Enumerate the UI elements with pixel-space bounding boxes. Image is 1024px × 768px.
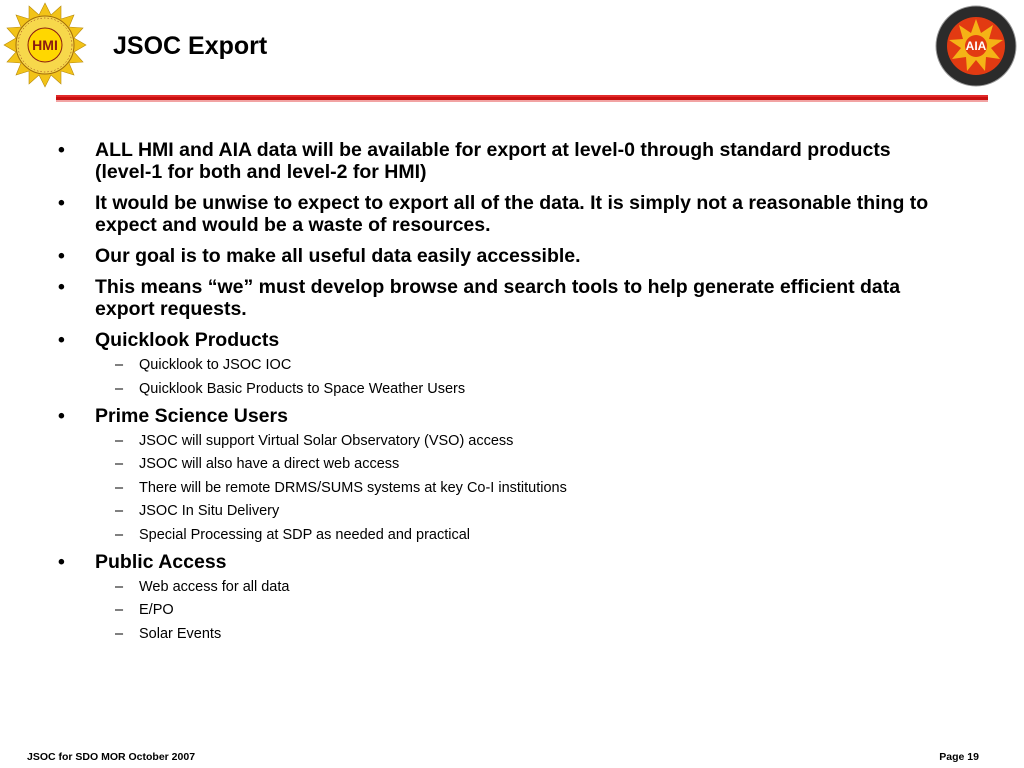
title-divider	[56, 95, 988, 103]
bullet-marker: •	[58, 245, 65, 267]
bullet-item	[58, 551, 938, 573]
bullet-item	[58, 139, 938, 183]
sub-bullet-item	[58, 456, 938, 473]
sub-bullet-item	[58, 626, 938, 643]
sub-bullet-marker: –	[115, 456, 124, 472]
bullet-text: ALL HMI and AIA data will be available for export at level-0 through standard products (level-1 for both and level-2 for HMI)	[95, 139, 891, 183]
bullet-text: Our goal is to make all useful data easily accessible.	[95, 245, 581, 267]
bullet-marker: •	[58, 192, 65, 214]
sub-bullet-item	[58, 602, 938, 619]
sub-bullet-item	[58, 527, 938, 544]
sub-bullet-text: Quicklook Basic Products to Space Weather Users	[139, 380, 466, 397]
sub-bullet-text: Special Processing at SDP as needed and practical	[139, 526, 471, 543]
bullet-marker: •	[58, 139, 65, 161]
sub-bullet-item	[58, 579, 938, 596]
bullet-marker: •	[58, 550, 65, 573]
sub-bullet-text: Web access for all data	[139, 578, 290, 595]
bullet-text: Quicklook Products	[95, 329, 280, 351]
sub-bullet-marker: –	[115, 602, 124, 618]
bullet-text: Public Access	[95, 550, 227, 573]
hmi-logo-text: HMI	[32, 37, 58, 53]
sub-bullet-marker: –	[115, 432, 124, 449]
bullet-item	[58, 245, 938, 267]
sub-bullet-text: JSOC will support Virtual Solar Observatory (VSO) access	[139, 432, 514, 449]
sub-bullet-marker: –	[115, 526, 124, 543]
bullet-item	[58, 276, 938, 320]
sub-bullet-text: JSOC will also have a direct web access	[139, 456, 400, 472]
sub-bullet-item	[58, 381, 938, 398]
bullet-item	[58, 405, 938, 427]
aia-logo-icon	[934, 4, 1018, 88]
sub-bullet-list	[58, 433, 938, 544]
sub-bullet-item	[58, 480, 938, 497]
sub-bullet-text: Solar Events	[139, 625, 222, 642]
bullet-item	[58, 192, 938, 236]
sub-bullet-marker: –	[115, 357, 124, 373]
aia-logo-text: AIA	[965, 39, 987, 53]
sub-bullet-list	[58, 579, 938, 643]
sub-bullet-text: E/PO	[139, 602, 174, 618]
bullet-item	[58, 329, 938, 351]
sub-bullet-marker: –	[115, 503, 124, 519]
sub-bullet-text: There will be remote DRMS/SUMS systems at key Co-I institutions	[139, 479, 567, 496]
sub-bullet-marker: –	[115, 479, 124, 496]
bullet-text: It would be unwise to expect to export all of the data. It is simply not a reasonable thing to expect and would be a waste of resources.	[95, 192, 929, 236]
bullet-marker: •	[58, 404, 65, 427]
sub-bullet-marker: –	[115, 578, 124, 595]
page-number: Page 19	[939, 751, 979, 763]
hmi-logo-icon	[2, 2, 88, 88]
bullet-marker: •	[58, 329, 65, 351]
bullet-list	[58, 139, 938, 650]
sub-bullet-marker: –	[115, 380, 124, 397]
footer-left-text: JSOC for SDO MOR October 2007	[27, 751, 196, 763]
bullet-text: Prime Science Users	[95, 404, 288, 427]
sub-bullet-item	[58, 357, 938, 374]
sub-bullet-text: JSOC In Situ Delivery	[139, 503, 280, 519]
sub-bullet-item	[58, 503, 938, 520]
sub-bullet-text: Quicklook to JSOC IOC	[139, 357, 292, 373]
sub-bullet-list	[58, 357, 938, 398]
sub-bullet-marker: –	[115, 625, 124, 642]
bullet-text: This means “we” must develop browse and search tools to help generate efficient data export requests.	[95, 276, 901, 320]
sub-bullet-item	[58, 433, 938, 450]
bullet-marker: •	[58, 276, 65, 298]
page-title: JSOC Export	[113, 32, 268, 60]
